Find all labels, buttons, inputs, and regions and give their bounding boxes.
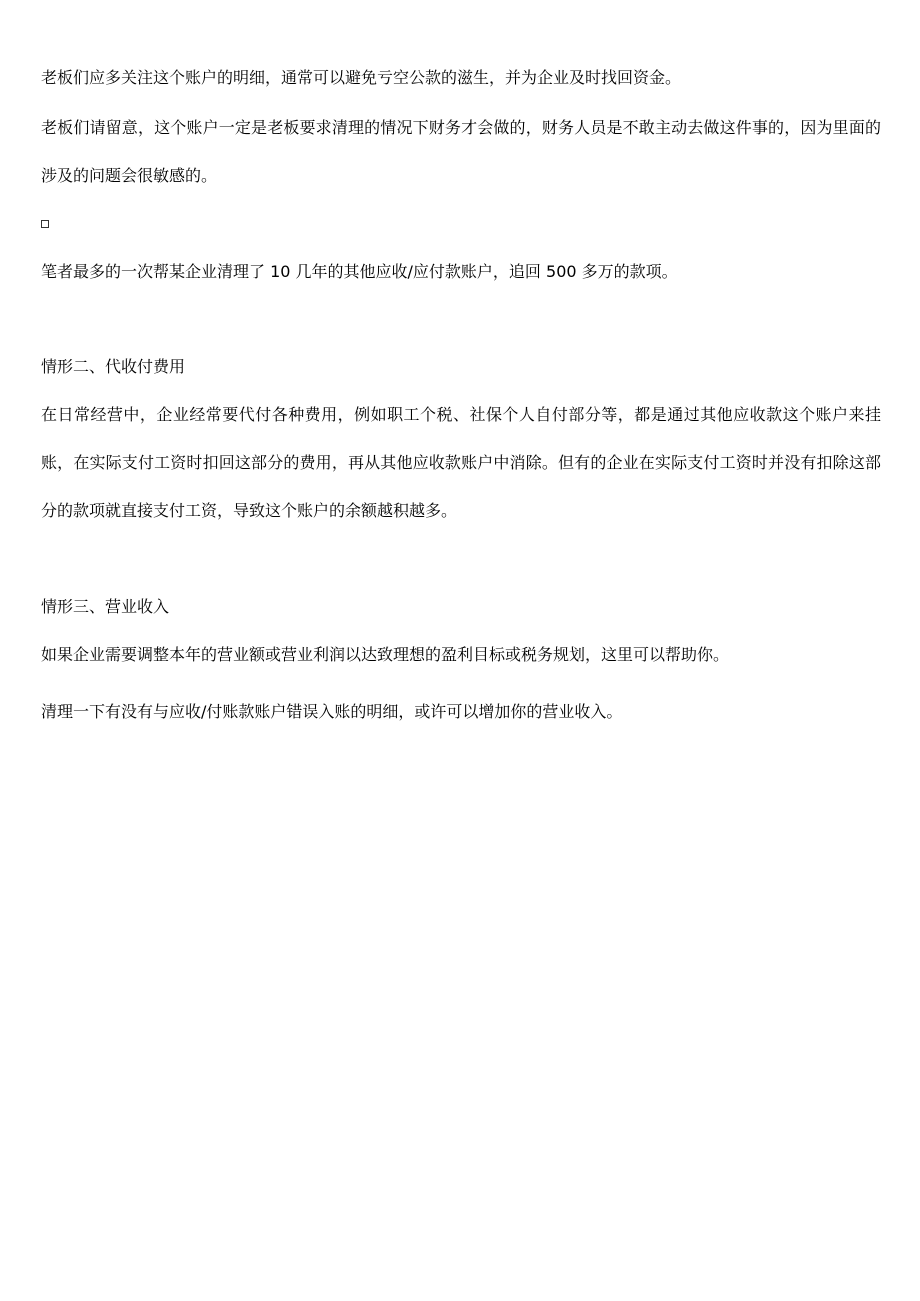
heading-case-three: 情形三、营业收入 [41, 597, 170, 616]
heading-case-two: 情形二、代收付费用 [41, 357, 186, 376]
paragraph-author-experience: 笔者最多的一次帮某企业清理了 10 几年的其他应收/应付款账户，追回 500 多万的款项。 [41, 262, 678, 281]
paragraph-collection-payment: 在日常经营中，企业经常要代付各种费用，例如职工个税、社保个人自付部分等，都是通过其他应收款这个账户来挂账，在实际支付工资时扣回这部分的费用，再从其他应收款账户中消除。但有的企业在实际支付工资时并没有扣除这部分的款项就直接支付工资，导致这个账户的余额越积越多。 [41, 405, 881, 520]
paragraph-boss-notice: 老板们请留意，这个账户一定是老板要求清理的情况下财务才会做的，财务人员是不敢主动去做这件事的，因为里面的涉及的问题会很敏感的。 [41, 118, 881, 185]
paragraph-clean-accounts: 清理一下有没有与应收/付账款账户错误入账的明细，或许可以增加你的营业收入。 [41, 702, 623, 721]
paragraph-adjust-revenue: 如果企业需要调整本年的营业额或营业利润以达致理想的盈利目标或税务规划，这里可以帮助你。 [41, 645, 730, 664]
empty-square-icon [41, 220, 49, 228]
paragraph-boss-attention: 老板们应多关注这个账户的明细，通常可以避免亏空公款的滋生，并为企业及时找回资金。 [41, 68, 682, 87]
